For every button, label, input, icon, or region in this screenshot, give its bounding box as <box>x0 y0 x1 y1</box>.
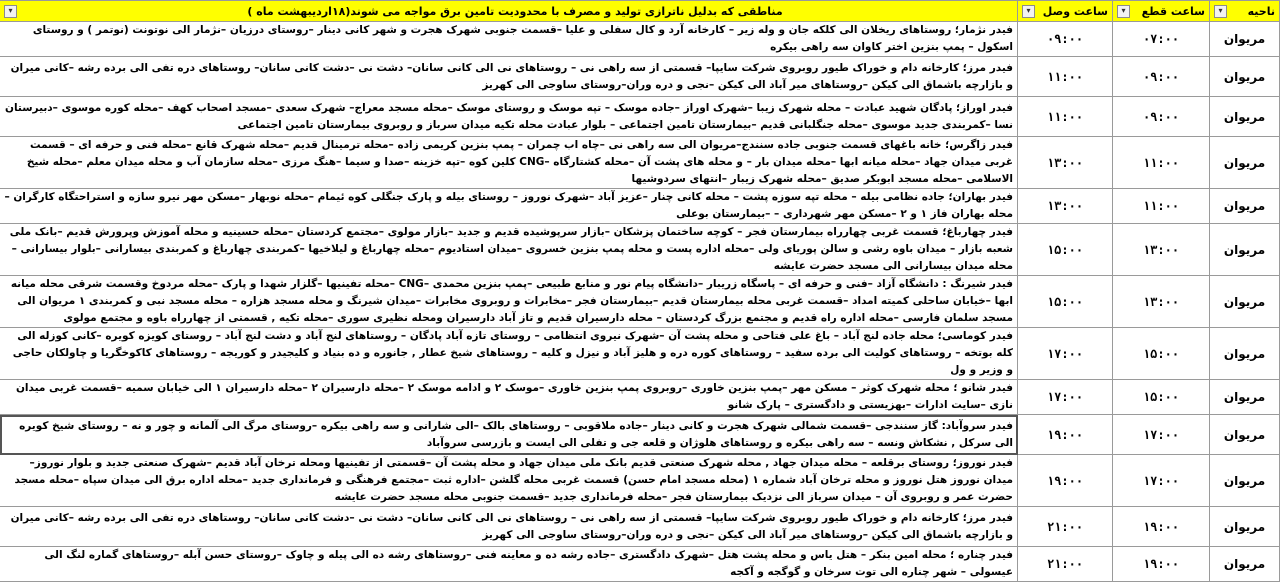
table-row <box>0 507 1280 547</box>
connect-time-cell[interactable]: ۰۹:۰۰ <box>1018 22 1113 57</box>
connect-time-cell[interactable]: ۱۳:۰۰ <box>1018 189 1113 224</box>
areas-cell[interactable]: فیدر مرز؛ کارخانه دام و خوراک طیور روبروی شرکت سایپا– قسمتی از سه راهی نی – روستاهای نی الی کانی سانان– دشت نی –دشت کانی سانان– روستاهای دره تفی الی برده رشه –کانی میران و بازارچه باشماق الی کیکن –روستاهای میر آباد الی کیکن –نجی و دره وران–روستای ساوجی الی کهریز <box>0 57 1018 97</box>
district-cell[interactable]: مریوان <box>1210 328 1280 380</box>
areas-cell[interactable]: فیدر شیرنگ : دانشگاه آزاد –فنی و حرفه ای – پاسگاه زریبار –دانشگاه پیام نور و منابع طبیعی –پمپ بنزین محمدی –CNG –محله تفینیها –گلزار شهدا و پارک –محله مردوخ وقسمت شرقی محله میانه ابها –خیابان ساحلی کمیته امداد –قسمت غربی محله بیمارستان قدیم –بیمارستان فجر –مخابرات و روبروی مخابرات –میدان شیرنگ و محله مسجد هزاره – محله مسجد نبی و کمربندی ۱ مریوان الی مسجد سلمان فارسی –محله اداره راه قدیم و مجتمع بزرگ کردستان – محله دارسیران قدیم و تاز آباد دارسیران ومحله نظیری سوری –محله تکیه , قسمتی از چهارراه باوه و مجتمع مولوی <box>0 276 1018 328</box>
areas-cell[interactable]: فیدر شانو ؛ محله شهرک کوثر – مسکن مهر –پمپ بنزین خاوری –روبروی پمپ بنزین خاوری –موسک ۲ و ادامه موسک ۲ –محله دارسیران ۲ –محله دارسیران ۱ الی خیابان سمیه –قسمت غربی میدان نازی –سایت ادارات –بهزیستی و دادگستری – پارک شانو <box>0 380 1018 415</box>
cut-time-cell[interactable]: ۱۹:۰۰ <box>1113 507 1210 547</box>
district-cell[interactable]: مریوان <box>1210 455 1280 507</box>
connect-time-cell[interactable]: ۱۷:۰۰ <box>1018 380 1113 415</box>
connect-time-cell[interactable]: ۲۱:۰۰ <box>1018 547 1113 582</box>
table-row <box>0 189 1280 224</box>
table-row <box>0 276 1280 328</box>
table-row <box>0 415 1280 455</box>
cut-time-cell[interactable]: ۱۱:۰۰ <box>1113 137 1210 189</box>
connect-time-cell[interactable]: ۱۱:۰۰ <box>1018 97 1113 137</box>
areas-cell[interactable]: فیدر چهارباغ؛ قسمت غربی چهارراه بیمارستان فجر – کوچه ساختمان پزشکان –بازار سرپوشیده قدیم و جدید –بازار مولوی –مجتمع کردستان –محله حسینیه و محله آموزش وپرورش قدیم –بانک ملی شعبه بازار – میدان باوه رشی و سالن پوریای ولی –محله اداره پست و محله پمپ بنزین خسروی –میدان استادیوم –محله چهارباغ و لیلاخیها –کمربندی چهارباغ و کمربندی بیسارانی –بلوار بیسارانی –محله میدان بیسارانی الی مسجد حضرت عایشه <box>0 224 1018 276</box>
table-row <box>0 328 1280 380</box>
district-cell[interactable]: مریوان <box>1210 137 1280 189</box>
table-row <box>0 455 1280 507</box>
header-title-label: مناطقی که بدلیل ناترازی تولید و مصرف با محدودیت تامین برق مواجه می شوند(۱۸اردیبهشت ماه ) <box>247 4 783 18</box>
table-row <box>0 224 1280 276</box>
areas-cell[interactable]: فیدر سروآباد: گاز سنندجی –قسمت شمالی شهرک هجرت و کانی دینار –جاده ملاقوبی – روستاهای بالک –الی شارانی و سه راهی بیکره –روستای مرگ الی آلمانه و چور و نه – روستای شیخ کویره الی سرکل , نشکاش ونسه – سه راهی بیکره و روستاهای هلوژان و قلعه جی و تفلی الی ایست و بازرسی سروآباد <box>0 415 1018 455</box>
district-cell[interactable]: مریوان <box>1210 276 1280 328</box>
cut-time-cell[interactable]: ۱۵:۰۰ <box>1113 328 1210 380</box>
connect-time-cell[interactable]: ۱۹:۰۰ <box>1018 455 1113 507</box>
header-title[interactable] <box>0 1 1018 22</box>
header-connect-time[interactable] <box>1018 1 1113 22</box>
areas-cell[interactable]: فیدر اوراز؛ پادگان شهید عبادت – محله شهرک زیبا –شهرک اوراز –جاده موسک – تپه موسک و روستای موسک –محله مسجد معراج– شهرک سعدی –مسجد اصحاب کهف –محله کوره موسوی –دبیرستان نسا –کمربندی جدید موسوی –محله جنگلبانی قدیم –بیمارستان تامین اجتماعی – بلوار عبادت محله تکیه میدان سرباز و روبروی بیمارستان تامین اجتماعی <box>0 97 1018 137</box>
table-row <box>0 380 1280 415</box>
connect-time-cell[interactable]: ۱۳:۰۰ <box>1018 137 1113 189</box>
areas-cell[interactable]: فیدر کوماسی؛ محله جاده لنج آباد – باغ علی فتاحی و محله پشت آن –شهرک نیروی انتظامی – روستای تازه آباد پادگان – روستاهای لنج آباد و دشت لنج آباد – روستای کویزه کویره –کانی کوزله الی کله بوتخه – روستاهای کولیت الی برده سفید – روستاهای کوره دره و هلیز آباد و نیزل و کلیه – روستاهای شیخ عطار , جانوره و ده بنیاد و کلیجیدر و کوریجه – روستاهای کاکوخگریا و چاولکان حاجی و وزیر و ول <box>0 328 1018 380</box>
header-cut-time[interactable] <box>1113 1 1210 22</box>
areas-cell[interactable]: فیدر مرز؛ کارخانه دام و خوراک طیور روبروی شرکت سایپا– قسمتی از سه راهی نی – روستاهای نی الی کانی سانان– دشت نی –دشت کانی سانان– روستاهای دره تفی الی برده رشه –کانی میران و بازارچه باشماق الی کیکن –روستاهای میر آباد الی کیکن –نجی و دره وران–روستای ساوجی الی کهریز <box>0 507 1018 547</box>
areas-cell[interactable]: فیدر نژمار؛ روستاهای ریخلان الی کلکه جان و وله زیر – کارخانه آرد و کال سفلی و علیا –قسمت جنوبی شهرک هجرت و شهر کانی دینار –روستای درزیان –نژمار الی نوتونت (نوتمر ) و روستای اسکول – پمپ بنزین اختر کاوان سه راهی بیکره <box>0 22 1018 57</box>
district-cell[interactable]: مریوان <box>1210 22 1280 57</box>
cut-time-cell[interactable]: ۱۵:۰۰ <box>1113 380 1210 415</box>
header-district-label: ناحیه <box>1247 4 1275 18</box>
cut-time-cell[interactable]: ۱۹:۰۰ <box>1113 547 1210 582</box>
cut-time-cell[interactable]: ۱۱:۰۰ <box>1113 189 1210 224</box>
cut-time-cell[interactable]: ۱۷:۰۰ <box>1113 415 1210 455</box>
areas-cell[interactable]: فیدر بهاران؛ جاده نظامی بیله – محله تپه سوزه پشت – محله کانی چنار –عزیز آباد –شهرک نوروز – روستای بیله و پارک جنگلی کوه ئیمام –محله نوبهار –مسکن مهر نیرو سازه و استراحتگاه کارگران –محله بهاران فاز ۱ و ۲ –مسکن مهر شهرداری – –بیمارستان بوعلی <box>0 189 1018 224</box>
cut-time-cell[interactable]: ۰۷:۰۰ <box>1113 22 1210 57</box>
connect-time-cell[interactable]: ۱۱:۰۰ <box>1018 57 1113 97</box>
district-cell[interactable]: مریوان <box>1210 224 1280 276</box>
filter-dropdown-icon[interactable]: ▾ <box>1022 5 1035 18</box>
district-cell[interactable]: مریوان <box>1210 507 1280 547</box>
table-row <box>0 137 1280 189</box>
header-row <box>0 1 1280 22</box>
connect-time-cell[interactable]: ۲۱:۰۰ <box>1018 507 1113 547</box>
table-row <box>0 547 1280 582</box>
table-row <box>0 57 1280 97</box>
areas-cell[interactable]: فیدر نوروز؛ روستای برقلعه – محله میدان جهاد , محله شهرک صنعتی قدیم بانک ملی میدان جهاد و محله پشت آن –قسمتی از تفینیها ومحله ترخان آباد قدیم –شهرک صنعتی جدید و بلوار نوروز– میدان نوروز هتل نوروز و محله ترخان آباد شماره ۱ (محله مسجد امام حسن) قسمت غربی محله گلشن –اداره ثبت –مجتمع فرهنگی و فرمانداری جدید –محله اداره برق الی میدان سپاه –محله مسجد حضرت عمر و روبروی آن – میدان سرباز الی نزدیک بیمارستان فجر –محله فرمانداری جدید –قسمت جنوبی محله مسجد حضرت عایشه <box>0 455 1018 507</box>
cut-time-cell[interactable]: ۱۳:۰۰ <box>1113 224 1210 276</box>
filter-dropdown-icon[interactable]: ▾ <box>1214 5 1227 18</box>
table-row <box>0 22 1280 57</box>
district-cell[interactable]: مریوان <box>1210 415 1280 455</box>
cut-time-cell[interactable]: ۰۹:۰۰ <box>1113 97 1210 137</box>
district-cell[interactable]: مریوان <box>1210 547 1280 582</box>
connect-time-cell[interactable]: ۱۹:۰۰ <box>1018 415 1113 455</box>
district-cell[interactable]: مریوان <box>1210 57 1280 97</box>
cut-time-cell[interactable]: ۱۷:۰۰ <box>1113 455 1210 507</box>
table-row <box>0 97 1280 137</box>
connect-time-cell[interactable]: ۱۵:۰۰ <box>1018 276 1113 328</box>
cut-time-cell[interactable]: ۱۳:۰۰ <box>1113 276 1210 328</box>
areas-cell[interactable]: فیدر زاگرس؛ خانه باغهای قسمت جنوبی جاده سنندج–مریوان الی سه راهی نی –چاه اب چمران – پمپ بنزین کریمی زاده –محله ترمینال قدیم –محله شهرک قانع –محله فنی و حرفه ای – قسمت غربی میدان جهاد –محله میانه ابها –محله میدان بار – و محله های پشت آن –محله کشتارگاه –CNG کلین کوه –تپه خزینه –صدا و سیما –هنگ مرزی –محله سازمان آب و محله میدان معلم –محله شیخ الاسلامی –محله مسجد ابوبکر صدیق –محله شهرک زیبار –انتهای سردوشیها <box>0 137 1018 189</box>
filter-dropdown-icon[interactable]: ▾ <box>1117 5 1130 18</box>
areas-cell[interactable]: فیدر چناره ؛ محله امین بنکر – هتل یاس و محله پشت هتل –شهرک دادگستری –جاده رشه ده و معاینه فنی –روستاهای رشه ده الی پیله و چاوک –روستای حسن آبله –روستاهای گماره لنگ الی عیسولی – شهر چناره الی توت سرخان و گوگجه و آکجه <box>0 547 1018 582</box>
header-cut-time-label: ساعت قطع <box>1141 4 1205 18</box>
filter-dropdown-icon[interactable]: ▾ <box>4 5 17 18</box>
header-connect-time-label: ساعت وصل <box>1042 4 1108 18</box>
connect-time-cell[interactable]: ۱۷:۰۰ <box>1018 328 1113 380</box>
cut-time-cell[interactable]: ۰۹:۰۰ <box>1113 57 1210 97</box>
district-cell[interactable]: مریوان <box>1210 380 1280 415</box>
district-cell[interactable]: مریوان <box>1210 97 1280 137</box>
connect-time-cell[interactable]: ۱۵:۰۰ <box>1018 224 1113 276</box>
header-district[interactable] <box>1210 1 1280 22</box>
district-cell[interactable]: مریوان <box>1210 189 1280 224</box>
